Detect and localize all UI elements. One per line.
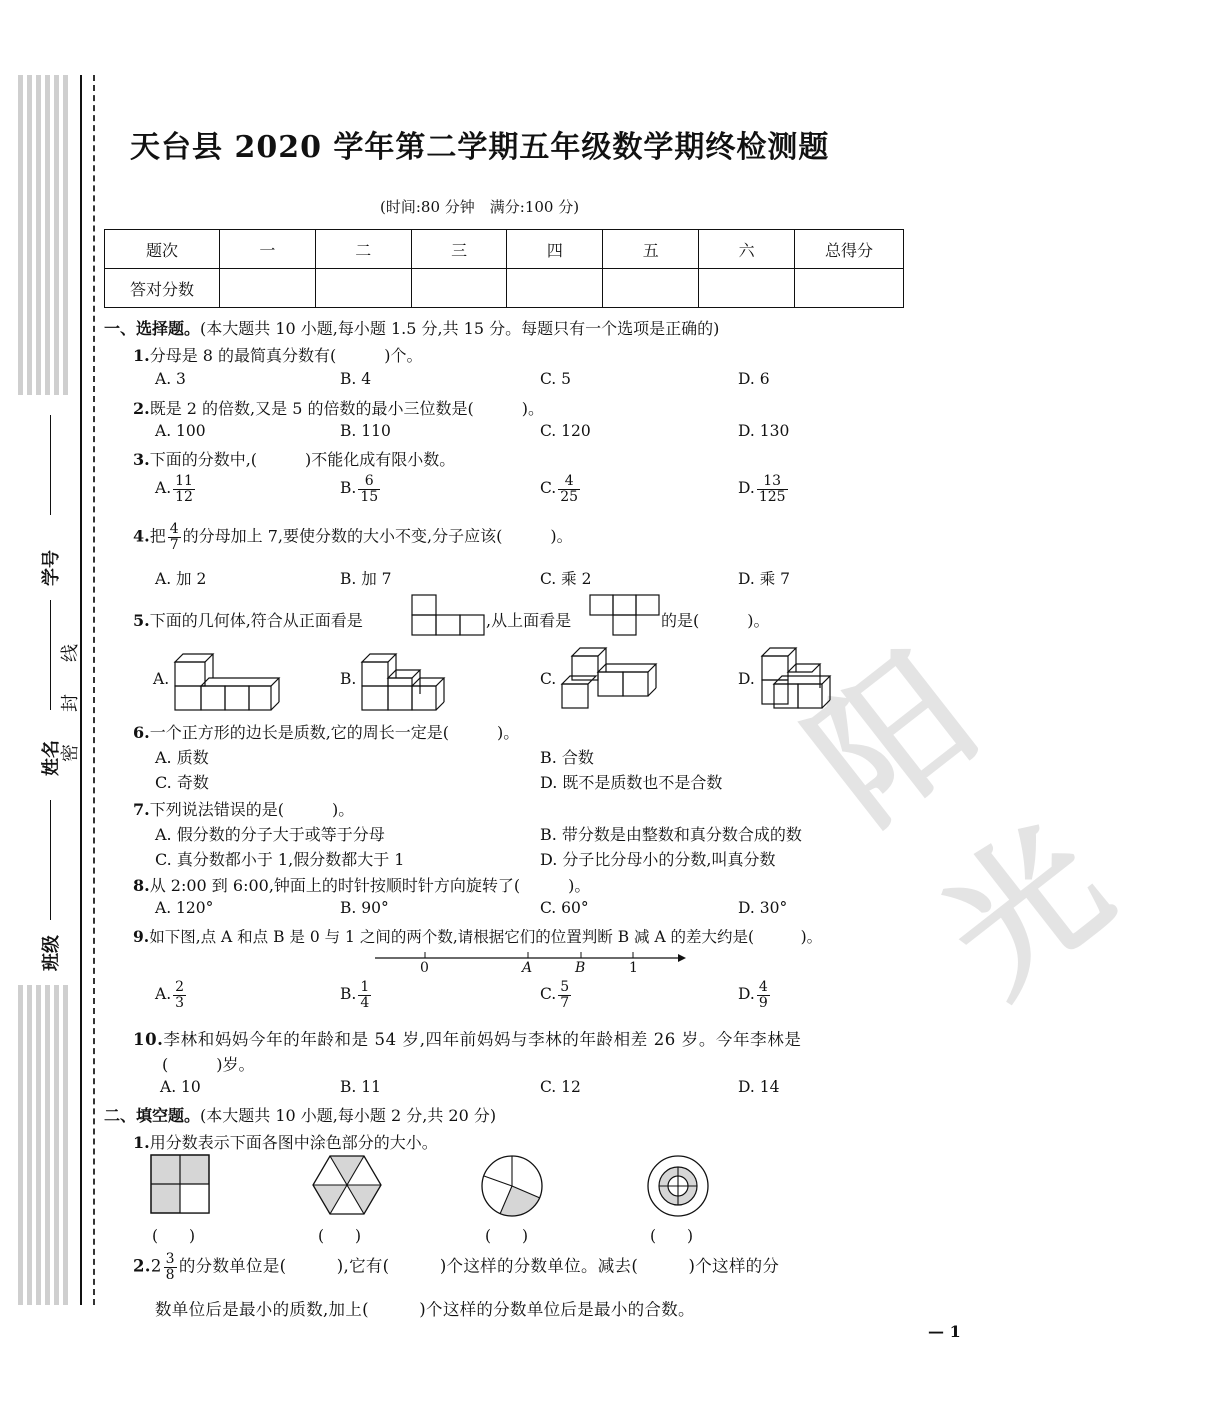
fraction	[558, 980, 571, 1010]
question-1	[133, 343, 423, 366]
numerator: 4	[169, 521, 179, 537]
q3-option-c[interactable]	[540, 474, 582, 504]
question-text: 下面的几何体,符合从正面看是	[149, 611, 363, 630]
question-text: 下面的分数中,( )不能化成有限小数。	[149, 450, 456, 469]
question-4	[133, 522, 573, 552]
table-header: 三	[411, 230, 507, 269]
option-label: C.	[540, 985, 557, 1004]
numerator: 5	[560, 979, 570, 995]
watermark: 阳光	[781, 625, 1140, 1025]
margin-vertical-line	[80, 75, 82, 1305]
seal-char-feng: 封	[60, 694, 81, 712]
q9-option-c[interactable]	[540, 980, 573, 1010]
fraction	[164, 1252, 177, 1282]
score-cell[interactable]	[507, 269, 603, 308]
score-cell[interactable]	[795, 269, 904, 308]
table-row-label: 答对分数	[105, 269, 220, 308]
fraction	[358, 474, 380, 504]
name-underline	[50, 600, 51, 710]
section-2-heading	[104, 1103, 496, 1126]
table-header: 五	[603, 230, 699, 269]
q1-option-b[interactable]: B. 4	[340, 370, 372, 388]
option-label: B.	[340, 479, 357, 498]
answer-blank[interactable]: ( )	[650, 1227, 694, 1245]
denominator: 25	[560, 488, 579, 505]
q9-option-d[interactable]	[738, 980, 772, 1010]
answer-blank[interactable]: ( )	[152, 1227, 196, 1245]
q1-option-d[interactable]: D. 6	[738, 370, 770, 388]
question-10-line-2: ( )岁。	[162, 1055, 255, 1074]
denominator: 8	[165, 1266, 175, 1283]
q2-option-d[interactable]: D. 130	[738, 422, 790, 440]
cube-figure-c	[560, 646, 670, 712]
question-number: 10.	[133, 1030, 164, 1049]
q3-option-a[interactable]	[155, 474, 197, 504]
question-number: 8.	[133, 876, 150, 895]
option-label: D.	[738, 985, 755, 1004]
q9-option-a[interactable]	[155, 980, 188, 1010]
q7-option-a[interactable]: A. 假分数的分子大于或等于分母	[155, 825, 385, 844]
fill-question-1	[133, 1130, 438, 1153]
cube-figure-a	[175, 650, 285, 712]
option-label: A.	[155, 985, 172, 1004]
table-header: 六	[699, 230, 795, 269]
seal-char-xian: 线	[60, 644, 81, 662]
q2-option-a[interactable]: A. 100	[155, 422, 206, 440]
score-cell[interactable]	[603, 269, 699, 308]
question-number: 3.	[133, 450, 150, 469]
q8-option-d[interactable]: D. 30°	[738, 899, 788, 917]
section-2-title: 二、填空题。	[104, 1106, 201, 1125]
question-text: 一个正方形的边长是质数,它的周长一定是( )。	[149, 723, 520, 742]
section-2-note: (本大题共 10 小题,每小题 2 分,共 20 分)	[200, 1106, 497, 1125]
section-1-title: 一、选择题。	[104, 319, 201, 338]
cube-figure-d	[760, 646, 840, 712]
numerator: 3	[165, 1251, 175, 1267]
q6-option-c[interactable]: C. 奇数	[155, 773, 209, 792]
shaded-circle-figure	[480, 1154, 544, 1218]
denominator: 15	[360, 488, 379, 505]
question-number: 2.	[133, 399, 150, 418]
page-number: — 1	[928, 1322, 961, 1341]
numerator: 6	[358, 474, 380, 490]
axis-label-b: B	[575, 960, 586, 976]
table-header: 总得分	[795, 230, 904, 269]
table-row	[105, 269, 904, 308]
q9-option-b[interactable]	[340, 980, 373, 1010]
question-text: 把	[149, 526, 166, 546]
seal-char-mi: 密	[60, 744, 81, 762]
score-cell[interactable]	[699, 269, 795, 308]
shaded-square-figure	[150, 1154, 212, 1216]
q8-option-a[interactable]: A. 120°	[155, 899, 214, 917]
denominator: 12	[175, 488, 193, 505]
table-row	[105, 230, 904, 269]
fraction	[558, 474, 580, 504]
question-number: 5.	[133, 611, 150, 630]
question-number: 2.	[133, 1256, 151, 1276]
q5-option-d[interactable]: D.	[738, 670, 755, 688]
answer-blank[interactable]: ( )	[318, 1227, 362, 1245]
axis-label-a: A	[522, 960, 533, 976]
q10-option-d[interactable]: D. 14	[738, 1078, 780, 1096]
q1-option-c[interactable]: C. 5	[540, 370, 572, 388]
table-header: 题次	[105, 230, 220, 269]
question-text: 的分母加上 7,要使分数的大小不变,分子应该( )。	[182, 526, 573, 546]
question-text: 下列说法错误的是( )。	[149, 800, 355, 819]
q3-option-b[interactable]	[340, 474, 382, 504]
question-2	[133, 396, 544, 419]
name-label: 姓名	[41, 740, 62, 776]
q1-option-a[interactable]: A. 3	[155, 370, 186, 388]
section-1-note: (本大题共 10 小题,每小题 1.5 分,共 15 分。每题只有一个选项是正确的)	[200, 319, 720, 338]
fill-question-2-line-2: 数单位后是最小的质数,加上( )个这样的分数单位后是最小的合数。	[155, 1300, 695, 1319]
question-text: 李林和妈妈今年的年龄和是 54 岁,四年前妈妈与李林的年龄相差 26 岁。今年李林是	[163, 1030, 802, 1049]
denominator: 9	[758, 994, 768, 1011]
q7-option-d[interactable]: D. 分子比分母小的分数,叫真分数	[540, 850, 776, 869]
front-view-diagram	[411, 594, 486, 638]
option-label: A.	[155, 479, 172, 498]
question-number: 6.	[133, 723, 150, 742]
numerator: 2	[175, 979, 185, 995]
question-6	[133, 720, 519, 743]
fraction	[168, 522, 181, 552]
mixed-number-whole: 2	[150, 1256, 162, 1276]
score-cell[interactable]	[411, 269, 507, 308]
score-cell[interactable]	[220, 269, 316, 308]
question-text: 分母是 8 的最简真分数有( )个。	[149, 346, 423, 365]
question-text: 的分数单位是( ),它有( )个这样的分数单位。减去( )个这样的分	[178, 1256, 780, 1276]
question-number: 7.	[133, 800, 150, 819]
question-5-part-a	[133, 608, 363, 631]
question-number: 4.	[133, 526, 150, 546]
table-header: 二	[315, 230, 411, 269]
question-3	[133, 447, 455, 470]
fraction	[173, 980, 186, 1010]
class-underline	[50, 800, 51, 920]
q5-option-c[interactable]: C.	[540, 670, 557, 688]
option-label: D.	[738, 479, 755, 498]
denominator: 4	[360, 994, 370, 1011]
axis-label-0: 0	[420, 960, 429, 976]
q4-option-c[interactable]: C. 乘 2	[540, 570, 592, 588]
question-9	[133, 925, 822, 947]
numerator: 4	[758, 979, 768, 995]
q10-option-a[interactable]: A. 10	[160, 1078, 201, 1096]
q10-option-c[interactable]: C. 12	[540, 1078, 581, 1096]
fill-question-2	[133, 1252, 779, 1282]
q6-option-d[interactable]: D. 既不是质数也不是合数	[540, 773, 723, 792]
denominator: 125	[758, 488, 786, 505]
q4-option-a[interactable]: A. 加 2	[155, 570, 207, 588]
q10-option-b[interactable]: B. 11	[340, 1078, 381, 1096]
numerator: 13	[757, 474, 788, 490]
student-id-underline	[50, 415, 51, 515]
table-header: 四	[507, 230, 603, 269]
question-text: 既是 2 的倍数,又是 5 的倍数的最小三位数是( )。	[149, 399, 544, 418]
question-8	[133, 873, 590, 896]
q8-option-b[interactable]: B. 90°	[340, 899, 389, 917]
shaded-hexagon-figure	[312, 1154, 382, 1216]
denominator: 3	[175, 994, 185, 1011]
question-5-part-b: ,从上面看是	[486, 611, 572, 630]
page-title: 天台县 2020 学年第二学期五年级数学期终检测题	[130, 130, 830, 165]
score-cell[interactable]	[315, 269, 411, 308]
fraction	[757, 474, 788, 504]
fraction	[757, 980, 770, 1010]
axis-label-1: 1	[629, 960, 638, 976]
q4-option-d[interactable]: D. 乘 7	[738, 570, 791, 588]
fraction	[358, 980, 371, 1010]
exam-info: (时间:80 分钟 满分:100 分)	[380, 198, 580, 216]
question-5-part-c: 的是( )。	[661, 611, 770, 630]
cube-figure-b	[362, 650, 472, 712]
margin-stripes-top	[18, 75, 70, 395]
question-text: 从 2:00 到 6:00,钟面上的时针按顺时针方向旋转了( )。	[149, 876, 591, 895]
q3-option-d[interactable]	[738, 474, 790, 504]
q7-option-b[interactable]: B. 带分数是由整数和真分数合成的数	[540, 825, 802, 844]
score-table	[104, 229, 904, 308]
class-label: 班级	[41, 935, 62, 971]
question-number: 9.	[133, 927, 150, 946]
denominator: 7	[560, 994, 570, 1011]
q5-option-b[interactable]: B.	[340, 670, 357, 688]
numerator: 11	[175, 473, 193, 489]
question-text: 如下图,点 A 和点 B 是 0 与 1 之间的两个数,请根据它们的位置判断 B 减 A 的差大约是( )。	[149, 928, 823, 946]
question-number: 1.	[133, 346, 150, 365]
q6-option-a[interactable]: A. 质数	[155, 748, 209, 767]
q7-option-c[interactable]: C. 真分数都小于 1,假分数都大于 1	[155, 850, 405, 869]
option-label: B.	[340, 985, 357, 1004]
table-header: 一	[220, 230, 316, 269]
fraction	[173, 474, 195, 504]
denominator: 7	[169, 536, 179, 553]
q5-option-a[interactable]: A.	[153, 670, 170, 688]
question-10	[133, 1026, 801, 1050]
question-7	[133, 797, 354, 820]
cut-dashed-line	[93, 75, 95, 1305]
option-label: C.	[540, 479, 557, 498]
q6-option-b[interactable]: B. 合数	[540, 748, 594, 767]
q2-option-b[interactable]: B. 110	[340, 422, 391, 440]
q2-option-c[interactable]: C. 120	[540, 422, 591, 440]
shaded-ring-figure	[646, 1154, 710, 1218]
numerator: 1	[360, 979, 370, 995]
question-text: 用分数表示下面各图中涂色部分的大小。	[149, 1133, 438, 1152]
q8-option-c[interactable]: C. 60°	[540, 899, 589, 917]
answer-blank[interactable]: ( )	[485, 1227, 529, 1245]
student-id-label: 学号	[41, 550, 62, 586]
q4-option-b[interactable]: B. 加 7	[340, 570, 392, 588]
numerator: 4	[558, 474, 580, 490]
margin-stripes-bottom	[18, 985, 70, 1305]
question-number: 1.	[133, 1133, 150, 1152]
section-1-heading	[104, 316, 719, 339]
top-view-diagram	[589, 594, 661, 638]
